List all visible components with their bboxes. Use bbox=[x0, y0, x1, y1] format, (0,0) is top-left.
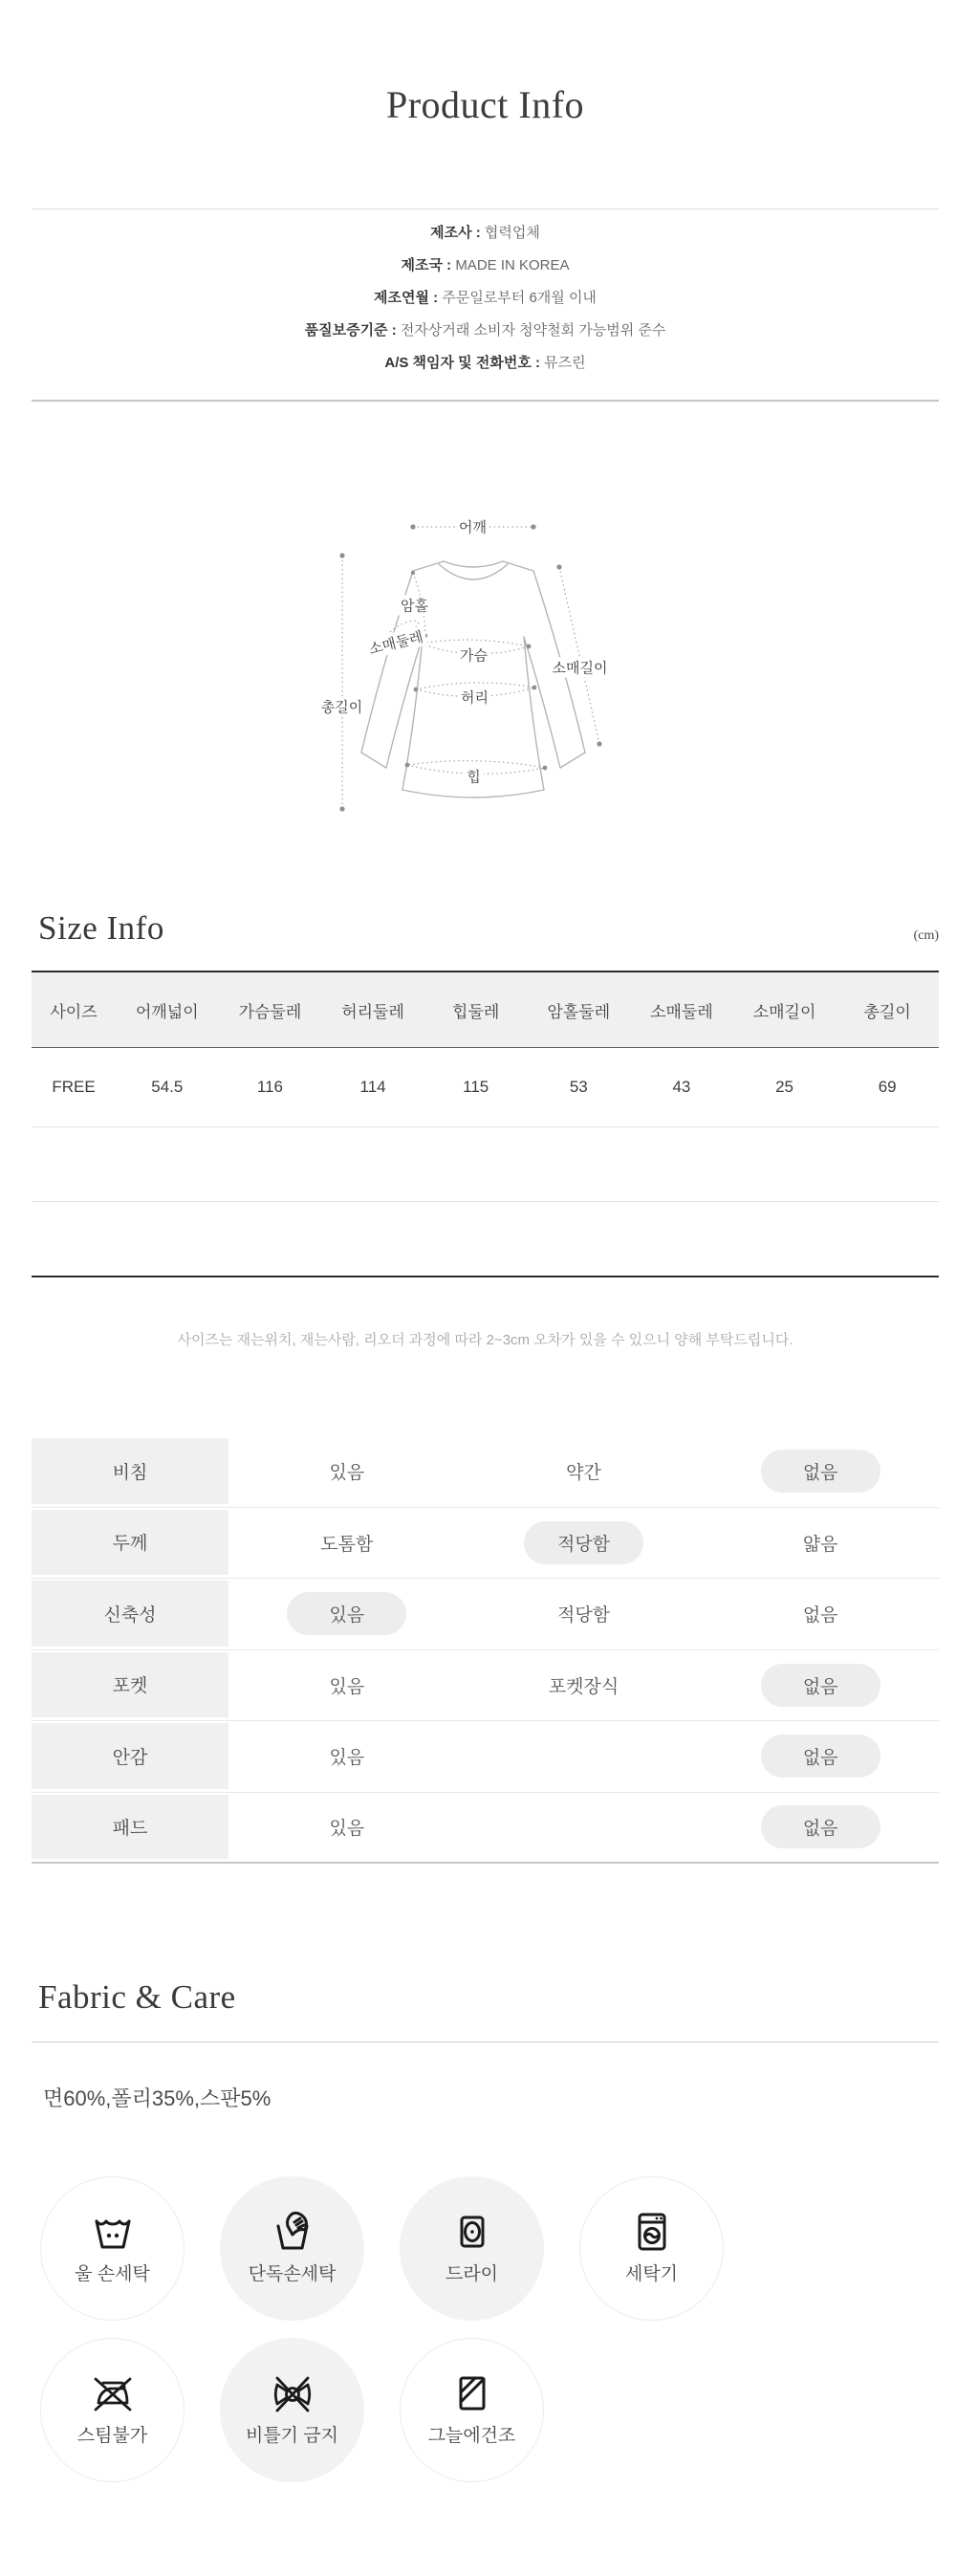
attribute-label: 패드 bbox=[32, 1793, 228, 1863]
attribute-option-selected: 없음 bbox=[761, 1805, 880, 1848]
size-value: 115 bbox=[424, 1048, 528, 1127]
size-info-title: Size Info bbox=[38, 909, 164, 947]
attribute-label: 신축성 bbox=[32, 1579, 228, 1649]
garment-outline-drawing bbox=[304, 502, 667, 858]
separate-handwash-icon bbox=[270, 2209, 315, 2255]
divider bbox=[32, 208, 939, 209]
size-table-empty-row bbox=[32, 1202, 939, 1277]
size-table-empty-row bbox=[32, 1127, 939, 1202]
care-item-label: 그늘에건조 bbox=[427, 2426, 516, 2446]
size-col-header: 소매둘레 bbox=[630, 971, 733, 1048]
care-item-label: 울 손세탁 bbox=[75, 2264, 150, 2284]
care-item-washing-machine bbox=[579, 2176, 724, 2321]
detail-label: 품질보증기준 : bbox=[304, 322, 397, 338]
page-content bbox=[32, 0, 939, 2482]
attribute-label: 포켓 bbox=[32, 1650, 228, 1721]
attribute-option: 있음 bbox=[329, 1748, 365, 1769]
size-value: 54.5 bbox=[116, 1048, 219, 1127]
wool-handwash-icon bbox=[90, 2209, 136, 2255]
size-col-header: 사이즈 bbox=[32, 971, 116, 1048]
size-tolerance-note: 사이즈는 재는위치, 재는사람, 리오더 과정에 따라 2~3cm 오차가 있을 수 있으니 양해 부탁드립니다. bbox=[177, 1332, 793, 1348]
page-title: Product Info bbox=[385, 83, 585, 126]
attribute-option-selected: 없음 bbox=[761, 1664, 880, 1707]
size-value: 69 bbox=[836, 1048, 939, 1127]
diagram-label-total-length: 총길이 bbox=[318, 697, 365, 717]
detail-value: MADE IN KOREA bbox=[455, 257, 570, 273]
divider bbox=[32, 2041, 939, 2042]
detail-date bbox=[32, 282, 939, 315]
diagram-label-chest: 가슴 bbox=[457, 645, 490, 666]
detail-value: 전자상거래 소비자 청약철회 가능범위 준수 bbox=[400, 322, 666, 338]
care-item-shade-dry bbox=[400, 2338, 544, 2482]
size-value: 114 bbox=[321, 1048, 424, 1127]
diagram-label-armhole: 암홀 bbox=[398, 596, 431, 616]
no-wring-icon bbox=[270, 2370, 315, 2416]
size-value: 116 bbox=[219, 1048, 322, 1127]
attribute-row-stretch bbox=[32, 1579, 939, 1650]
thick-divider bbox=[32, 400, 939, 402]
attribute-label: 비침 bbox=[32, 1436, 228, 1507]
attribute-label: 안감 bbox=[32, 1721, 228, 1792]
size-value: 43 bbox=[630, 1048, 733, 1127]
detail-label: 제조사 : bbox=[430, 225, 481, 241]
size-value: 53 bbox=[528, 1048, 631, 1127]
size-value: 25 bbox=[733, 1048, 836, 1127]
care-icon-grid bbox=[32, 2176, 939, 2482]
attribute-row-lining bbox=[32, 1721, 939, 1793]
care-item-no-wring bbox=[220, 2338, 364, 2482]
size-value: FREE bbox=[32, 1048, 116, 1127]
attribute-option: 있음 bbox=[329, 1819, 365, 1840]
attribute-option: 도톰함 bbox=[320, 1534, 374, 1555]
no-steam-icon bbox=[90, 2370, 136, 2416]
fabric-care-header bbox=[32, 1978, 939, 2017]
detail-value: 협력업체 bbox=[484, 225, 540, 241]
care-item-label: 스팀불가 bbox=[76, 2426, 148, 2446]
fabric-composition: 면60%,폴리35%,스판5% bbox=[43, 2086, 272, 2110]
size-info-header bbox=[32, 909, 939, 948]
care-item-label: 드라이 bbox=[445, 2264, 499, 2284]
detail-country bbox=[32, 250, 939, 282]
care-item-no-steam bbox=[40, 2338, 185, 2482]
attribute-option: 포켓장식 bbox=[548, 1676, 619, 1697]
attribute-row-pad bbox=[32, 1793, 939, 1865]
product-details bbox=[32, 217, 939, 380]
fabric-care-title: Fabric & Care bbox=[38, 1978, 236, 2016]
size-col-header: 허리둘레 bbox=[321, 971, 424, 1048]
detail-value: 주문일로부터 6개월 이내 bbox=[442, 290, 597, 306]
detail-warranty bbox=[32, 315, 939, 347]
shade-dry-icon bbox=[449, 2370, 495, 2416]
detail-label: 제조연월 : bbox=[374, 290, 439, 306]
attribute-option-selected: 적당함 bbox=[524, 1521, 643, 1564]
attribute-label: 두께 bbox=[32, 1508, 228, 1579]
diagram-label-shoulder: 어깨 bbox=[456, 517, 489, 537]
attribute-row-sheerness bbox=[32, 1436, 939, 1508]
attribute-table bbox=[32, 1436, 939, 1864]
size-col-header: 총길이 bbox=[836, 971, 939, 1048]
attribute-row-pocket bbox=[32, 1650, 939, 1722]
size-table-header-row bbox=[32, 971, 939, 1048]
care-item-label: 비틀기 금지 bbox=[245, 2426, 339, 2446]
care-item-separate-handwash bbox=[220, 2176, 364, 2321]
attribute-option: 적당함 bbox=[556, 1605, 611, 1626]
diagram-label-sleeve-length: 소매길이 bbox=[550, 658, 611, 678]
care-item-label: 세탁기 bbox=[624, 2264, 679, 2284]
size-table bbox=[32, 971, 939, 1277]
measurement-diagram bbox=[304, 502, 667, 858]
attribute-option-selected: 있음 bbox=[287, 1592, 406, 1635]
detail-value: 뮤즈린 bbox=[544, 355, 586, 371]
diagram-label-waist: 허리 bbox=[458, 688, 491, 708]
care-item-label: 단독손세탁 bbox=[248, 2264, 337, 2284]
attribute-option: 약간 bbox=[566, 1463, 601, 1484]
attribute-option: 있음 bbox=[329, 1676, 365, 1697]
size-col-header: 가슴둘레 bbox=[219, 971, 322, 1048]
attribute-option: 얇음 bbox=[802, 1534, 838, 1555]
detail-manufacturer bbox=[32, 217, 939, 250]
detail-as-contact bbox=[32, 347, 939, 380]
size-col-header: 어깨넓이 bbox=[116, 971, 219, 1048]
attribute-row-thickness bbox=[32, 1508, 939, 1580]
diagram-label-sleeve-circumference: 소매둘레 bbox=[363, 625, 427, 660]
attribute-option: 있음 bbox=[329, 1463, 365, 1484]
size-col-header: 암홀둘레 bbox=[528, 971, 631, 1048]
size-table-row-free bbox=[32, 1048, 939, 1127]
dryclean-icon bbox=[449, 2209, 495, 2255]
diagram-label-hip: 힙 bbox=[464, 767, 484, 787]
attribute-option: 없음 bbox=[802, 1605, 838, 1626]
care-item-wool-handwash bbox=[40, 2176, 185, 2321]
size-col-header: 소매길이 bbox=[733, 971, 836, 1048]
attribute-option-selected: 없음 bbox=[761, 1450, 880, 1493]
detail-label: A/S 책임자 및 전화번호 : bbox=[384, 355, 540, 371]
washing-machine-icon bbox=[629, 2209, 675, 2255]
attribute-option-selected: 없음 bbox=[761, 1735, 880, 1778]
size-col-header: 힙둘레 bbox=[424, 971, 528, 1048]
size-unit-label: (cm) bbox=[913, 928, 939, 943]
care-item-dryclean bbox=[400, 2176, 544, 2321]
detail-label: 제조국 : bbox=[401, 257, 452, 273]
